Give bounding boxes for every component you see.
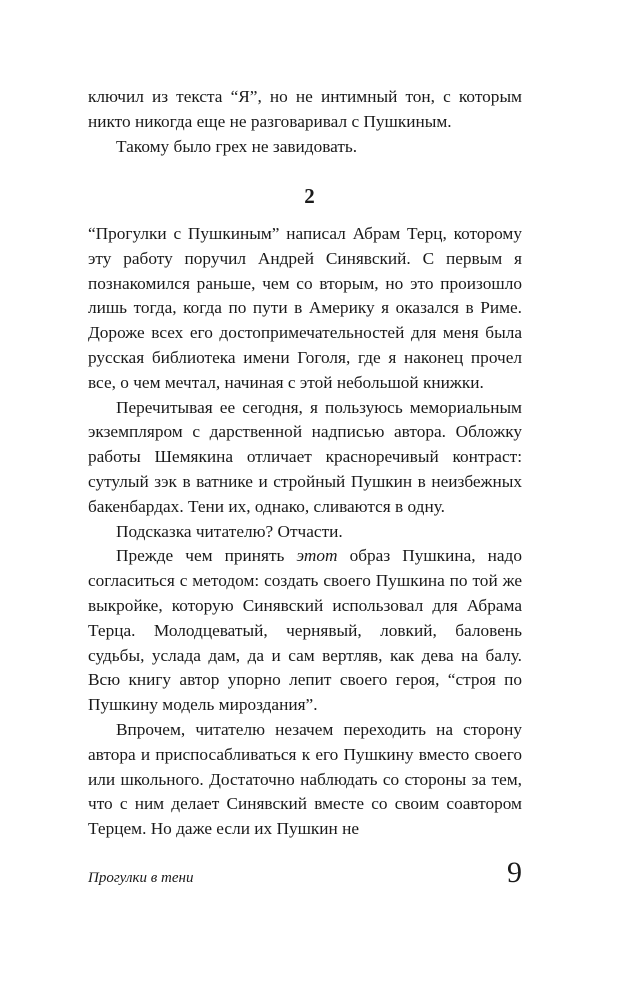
paragraph: Подсказка читателю? Отчасти.	[116, 521, 343, 541]
paragraph: ключил из текста “Я”, но не интимный тон, с которым никто никогда еще не разговаривал с Пушкиным.	[88, 87, 522, 131]
paragraph: Такому было грех не завидовать.	[116, 136, 358, 156]
chapter-number: 2	[304, 184, 315, 208]
paragraph: Впрочем, читателю незачем переходить на сторону автора и приспосабливаться к его Пушкину вместо своего или школьного. Достаточно наблюдать со стороны за тем, что с ним делает Синявский вместе со своим соавтором Терцем. Но даже если их Пушкин не	[88, 719, 522, 839]
paragraph: Перечитывая ее сегодня, я пользуюсь мемориальным экземпляром с дарственной надписью автора. Обложку работы Шемякина отличает красноречивый контраст: сутулый зэк в ватнике и стройный Пушкин в неизбежных бакенбардах. Тени их, однако, сливаются в одну.	[88, 397, 522, 516]
paragraph	[88, 544, 522, 718]
page-number: 9	[507, 856, 522, 889]
body-text-block	[88, 222, 522, 842]
paragraph: “Прогулки с Пушкиным” написал Абрам Терц, которому эту работу поручил Андрей Синявский. С первым я познакомился раньше, чем со вторым, но это произошло лишь тогда, когда по пути в Америку я оказался в Риме. Дороже всех его достопримечательностей для меня была русская библиотека имени Гоголя, где я наконец прочел все, о чем мечтал, начиная с этой небольшой книжки.	[88, 224, 522, 392]
text-run: образ Пушкина, надо согласиться с методом: создать своего Пушкина по той же выкройке, которую Синявский использовал для Абрама Терца. Молодцеватый, чернявый, ловкий, баловень судьбы, услада дам, да и сам вертляв, как дева на балу. Всю книгу автор упорно лепит своего героя, “строя по Пушкину модель мироздания”.	[88, 546, 522, 715]
text-run: Прежде чем принять	[116, 546, 297, 566]
emphasis: этот	[296, 546, 338, 566]
running-title: Прогулки в тени	[88, 870, 194, 886]
top-text-block	[88, 85, 522, 159]
